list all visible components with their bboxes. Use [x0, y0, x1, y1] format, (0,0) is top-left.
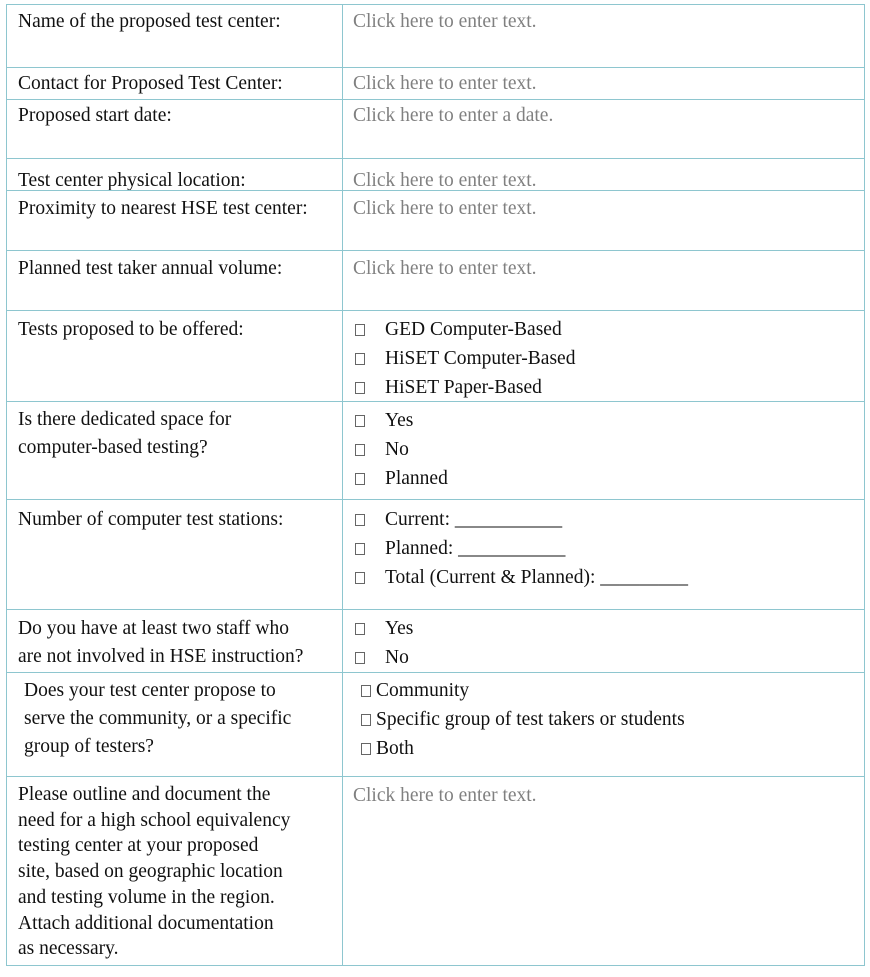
placeholder-text: Click here to enter a date. — [353, 105, 554, 126]
option-label: Yes — [385, 410, 414, 432]
label-tests-offered: Tests proposed to be offered: — [18, 319, 244, 340]
column-divider — [342, 500, 343, 609]
label-line: site, based on geographic location — [18, 861, 283, 883]
label-test-center-name: Name of the proposed test center: — [18, 11, 281, 32]
start-date-picker[interactable] — [353, 102, 858, 130]
column-divider — [342, 100, 343, 158]
column-divider — [342, 5, 343, 67]
row-need — [6, 776, 865, 966]
option-hiset-paper-based[interactable] — [353, 373, 858, 402]
row-proximity — [6, 190, 865, 250]
label-location: Test center physical location: — [18, 170, 246, 191]
label-line: Attach additional documentation — [18, 912, 274, 934]
column-divider — [342, 610, 343, 672]
test-stations-options — [353, 506, 858, 592]
option-both[interactable] — [353, 734, 858, 763]
option-yes[interactable] — [353, 407, 858, 436]
label-proximity: Proximity to nearest HSE test center: — [18, 198, 308, 219]
test-center-name-input[interactable] — [353, 8, 858, 36]
tests-offered-options — [353, 316, 858, 402]
option-ged-computer-based[interactable] — [353, 316, 858, 345]
option-label: GED Computer-Based — [385, 319, 562, 341]
option-label: Total (Current & Planned): _________ — [385, 566, 689, 588]
serve-options — [353, 677, 858, 763]
label-line: and testing volume in the region. — [18, 886, 275, 908]
row-volume — [6, 250, 865, 310]
label-serve — [24, 677, 349, 761]
option-total[interactable] — [353, 563, 858, 592]
label-line: Please outline and document the — [18, 784, 271, 805]
need-input[interactable] — [353, 782, 858, 810]
volume-input[interactable] — [353, 255, 858, 283]
option-specific-group[interactable] — [353, 706, 858, 735]
label-line: computer-based testing? — [18, 437, 208, 458]
placeholder-text: Click here to enter text. — [353, 11, 537, 32]
placeholder-text: Click here to enter text. — [353, 785, 537, 806]
label-test-stations: Number of computer test stations: — [18, 509, 284, 530]
option-hiset-computer-based[interactable] — [353, 345, 858, 374]
option-label: Planned: ___________ — [385, 538, 566, 560]
row-test-stations — [6, 499, 865, 609]
checkbox[interactable] — [361, 714, 371, 726]
label-start-date: Proposed start date: — [18, 105, 172, 126]
contact-input[interactable] — [353, 70, 858, 98]
label-line: need for a high school equivalency — [18, 809, 291, 831]
option-label: Yes — [385, 618, 414, 640]
checkbox[interactable] — [361, 685, 371, 697]
column-divider — [342, 251, 343, 310]
checkbox[interactable] — [355, 652, 365, 664]
checkbox[interactable] — [355, 382, 365, 394]
row-location — [6, 158, 865, 190]
column-divider — [342, 673, 343, 776]
label-line: Do you have at least two staff who — [18, 618, 289, 639]
dedicated-space-options — [353, 407, 858, 493]
proximity-input[interactable] — [353, 195, 858, 223]
placeholder-text: Click here to enter text. — [353, 73, 537, 94]
checkbox[interactable] — [355, 572, 365, 584]
option-community[interactable] — [353, 677, 858, 706]
checkbox[interactable] — [355, 415, 365, 427]
staff-options — [353, 615, 858, 672]
label-dedicated-space — [18, 406, 343, 462]
checkbox[interactable] — [355, 623, 365, 635]
option-current[interactable] — [353, 506, 858, 535]
label-contact: Contact for Proposed Test Center: — [18, 73, 283, 94]
placeholder-text: Click here to enter text. — [353, 170, 537, 191]
column-divider — [342, 159, 343, 190]
label-line: Does your test center propose to — [24, 680, 276, 701]
option-label: Specific group of test takers or students — [376, 709, 685, 731]
checkbox[interactable] — [355, 324, 365, 336]
column-divider — [342, 191, 343, 250]
label-line: testing center at your proposed — [18, 835, 259, 857]
label-line: are not involved in HSE instruction? — [18, 646, 304, 667]
row-test-center-name — [6, 4, 865, 67]
option-label: Community — [376, 680, 470, 702]
row-start-date — [6, 99, 865, 158]
option-label: Current: ___________ — [385, 509, 563, 531]
placeholder-text: Click here to enter text. — [353, 258, 537, 279]
label-line: serve the community, or a specific — [24, 708, 292, 729]
option-label: HiSET Paper-Based — [385, 376, 542, 398]
checkbox[interactable] — [355, 514, 365, 526]
option-planned[interactable] — [353, 535, 858, 564]
label-staff — [18, 615, 343, 671]
label-line: Is there dedicated space for — [18, 409, 232, 430]
option-label: Planned — [385, 467, 448, 489]
label-line: as necessary. — [18, 938, 119, 960]
column-divider — [342, 402, 343, 499]
option-no[interactable] — [353, 644, 858, 673]
column-divider — [342, 777, 343, 965]
checkbox[interactable] — [355, 353, 365, 365]
option-planned[interactable] — [353, 464, 858, 493]
column-divider — [342, 311, 343, 401]
row-serve — [6, 672, 865, 776]
row-contact — [6, 67, 865, 99]
option-label: HiSET Computer-Based — [385, 348, 576, 370]
row-tests-offered — [6, 310, 865, 401]
row-staff — [6, 609, 865, 672]
placeholder-text: Click here to enter text. — [353, 198, 537, 219]
option-yes[interactable] — [353, 615, 858, 644]
option-label: Both — [376, 737, 414, 759]
checkbox[interactable] — [355, 543, 365, 555]
column-divider — [342, 68, 343, 99]
row-dedicated-space — [6, 401, 865, 499]
label-volume: Planned test taker annual volume: — [18, 258, 283, 279]
checkbox[interactable] — [361, 743, 371, 755]
option-label: No — [385, 439, 409, 461]
label-line: group of testers? — [24, 736, 154, 757]
option-no[interactable] — [353, 436, 858, 465]
option-label: No — [385, 647, 409, 669]
label-need — [18, 782, 343, 962]
checkbox[interactable] — [355, 473, 365, 485]
checkbox[interactable] — [355, 444, 365, 456]
